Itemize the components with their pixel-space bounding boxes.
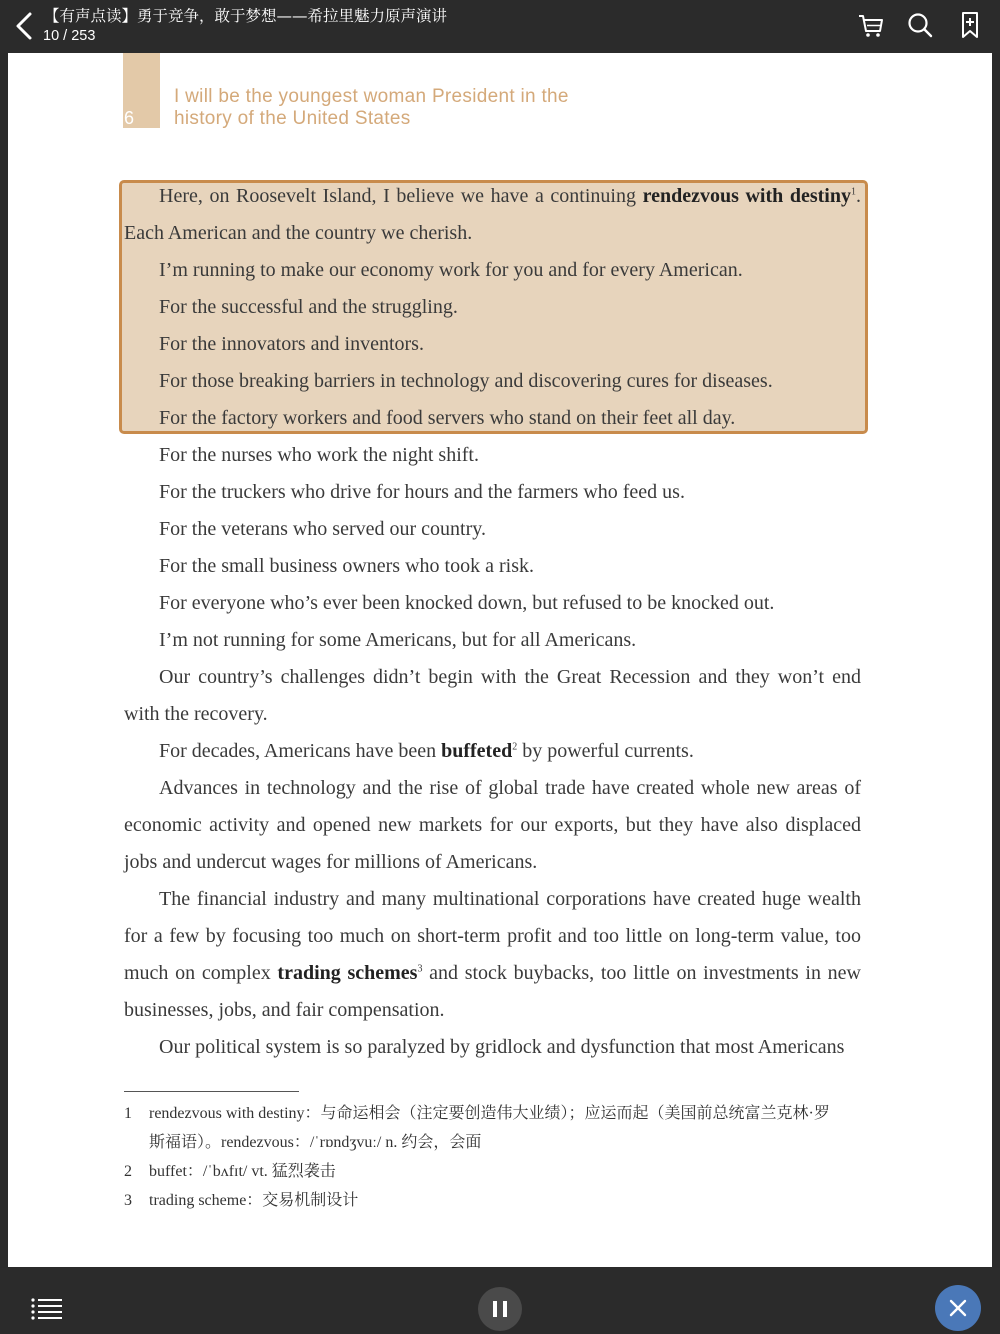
speech-text[interactable]: [124, 178, 861, 1066]
paragraph-text: The financial industry and many multinational corporations have created huge wealth for a few by focusing too much on short-term profit and too little on long-term value, too much on complex: [124, 888, 861, 984]
paragraph[interactable]: [124, 400, 861, 437]
paragraph-text: For decades, Americans have been: [159, 740, 442, 762]
chapter-title: [174, 86, 569, 130]
search-button[interactable]: [905, 10, 935, 40]
footnote: [124, 1157, 864, 1186]
paragraph[interactable]: [124, 326, 861, 363]
footnote-ref: 1: [850, 186, 856, 198]
paragraph-text: I’m not running for some Americans, but for all Americans.: [159, 629, 637, 651]
back-icon: [10, 8, 40, 44]
paragraph[interactable]: [124, 178, 861, 252]
paragraph[interactable]: [124, 1029, 861, 1066]
bookmark-button[interactable]: [955, 10, 985, 40]
footnote-number: 3: [124, 1192, 132, 1209]
close-icon: [948, 1298, 968, 1318]
paragraph[interactable]: [124, 363, 861, 400]
paragraph-text: Our country’s challenges didn’t begin with the Great Recession and they won’t end with the recovery.: [124, 666, 861, 725]
chapter-number: 6: [124, 108, 135, 128]
paragraph-text: and stock buybacks, too little on investments in new businesses, jobs, and fair compensation.: [124, 962, 861, 1021]
paragraph[interactable]: [124, 659, 861, 733]
footnote-number: 1: [124, 1105, 132, 1122]
contents-button[interactable]: [30, 1296, 64, 1322]
footnote-divider: [124, 1091, 299, 1092]
paragraph-text: For those breaking barriers in technology and discovering cures for diseases.: [159, 370, 773, 392]
footnote-text: rendezvous with destiny：与命运相会（注定要创造伟大业绩）；应运而起（美国前总统富兰克林·罗: [149, 1105, 830, 1122]
footnote-number: 2: [124, 1163, 132, 1180]
chapter-title-line-2: history of the United States: [174, 108, 411, 129]
paragraph-text: Advances in technology and the rise of global trade have created whole new areas of economic activity and opened new markets for our exports, but they have also displaced jobs and undercut wages for millions of Americans.: [124, 777, 861, 873]
paragraph[interactable]: [124, 622, 861, 659]
close-button[interactable]: [935, 1285, 981, 1331]
menu-list-icon: [30, 1296, 64, 1322]
top-toolbar: [0, 0, 1000, 53]
page-indicator: 10 / 253: [43, 28, 96, 44]
paragraph-text: I’m running to make our economy work for you and for every American.: [159, 259, 743, 281]
paragraph[interactable]: [124, 770, 861, 881]
paragraph-text: Here, on Roosevelt Island, I believe we have a continuing: [159, 185, 643, 207]
book-page: [8, 53, 992, 1267]
pause-icon: [493, 1301, 497, 1317]
paragraph-text: by powerful currents.: [517, 740, 694, 762]
paragraph-text: For the veterans who served our country.: [159, 518, 486, 540]
paragraph[interactable]: [124, 548, 861, 585]
search-icon: [905, 10, 935, 40]
back-button[interactable]: [10, 8, 40, 44]
paragraph[interactable]: [124, 881, 861, 1029]
footnote: [124, 1099, 864, 1128]
book-title: 【有声点读】勇于竞争，敢于梦想——希拉里魅力原声演讲: [44, 7, 448, 25]
paragraph-text: For the innovators and inventors.: [159, 333, 424, 355]
paragraph-text: For the successful and the struggling.: [159, 296, 458, 318]
pause-icon-bar: [503, 1301, 507, 1317]
paragraph[interactable]: [124, 437, 861, 474]
footnote-text: trading scheme：交易机制设计: [149, 1192, 359, 1209]
paragraph-text: For the small business owners who took a risk.: [159, 555, 534, 577]
pause-button[interactable]: [478, 1287, 522, 1331]
footnote: [124, 1186, 864, 1215]
cart-button[interactable]: [856, 10, 886, 40]
paragraph[interactable]: [124, 474, 861, 511]
footnote-ref: 3: [417, 963, 423, 975]
paragraph-text: . Each American and the country we cherish.: [124, 185, 861, 244]
paragraph[interactable]: [124, 289, 861, 326]
vocab-term[interactable]: trading schemes: [277, 962, 418, 984]
paragraph-text: Our political system is so paralyzed by gridlock and dysfunction that most Americans: [159, 1036, 845, 1058]
footnote-text-continued: 斯福语）。rendezvous：/ˈrɒndʒvuː/ n. 约会，会面: [149, 1134, 482, 1151]
paragraph[interactable]: [124, 733, 861, 770]
paragraph-text: For the factory workers and food servers who stand on their feet all day.: [159, 407, 736, 429]
paragraph-text: For everyone who’s ever been knocked down, but refused to be knocked out.: [159, 592, 775, 614]
vocab-term[interactable]: buffeted: [441, 740, 513, 762]
footnote-ref: 2: [512, 741, 518, 753]
paragraph[interactable]: [124, 252, 861, 289]
vocab-term[interactable]: rendezvous with destiny: [642, 185, 851, 207]
paragraph[interactable]: [124, 585, 861, 622]
chapter-title-line-1: I will be the youngest woman President in the: [174, 86, 569, 107]
paragraph-text: For the nurses who work the night shift.: [159, 444, 479, 466]
paragraph-text: For the truckers who drive for hours and the farmers who feed us.: [159, 481, 685, 503]
footnote-text: buffet：/ˈbʌfɪt/ vt. 猛烈袭击: [149, 1163, 336, 1180]
footnotes: [124, 1099, 864, 1215]
bookmark-add-icon: [955, 10, 985, 40]
player-bar: [0, 1268, 1000, 1334]
paragraph[interactable]: [124, 511, 861, 548]
cart-icon: [856, 10, 886, 40]
